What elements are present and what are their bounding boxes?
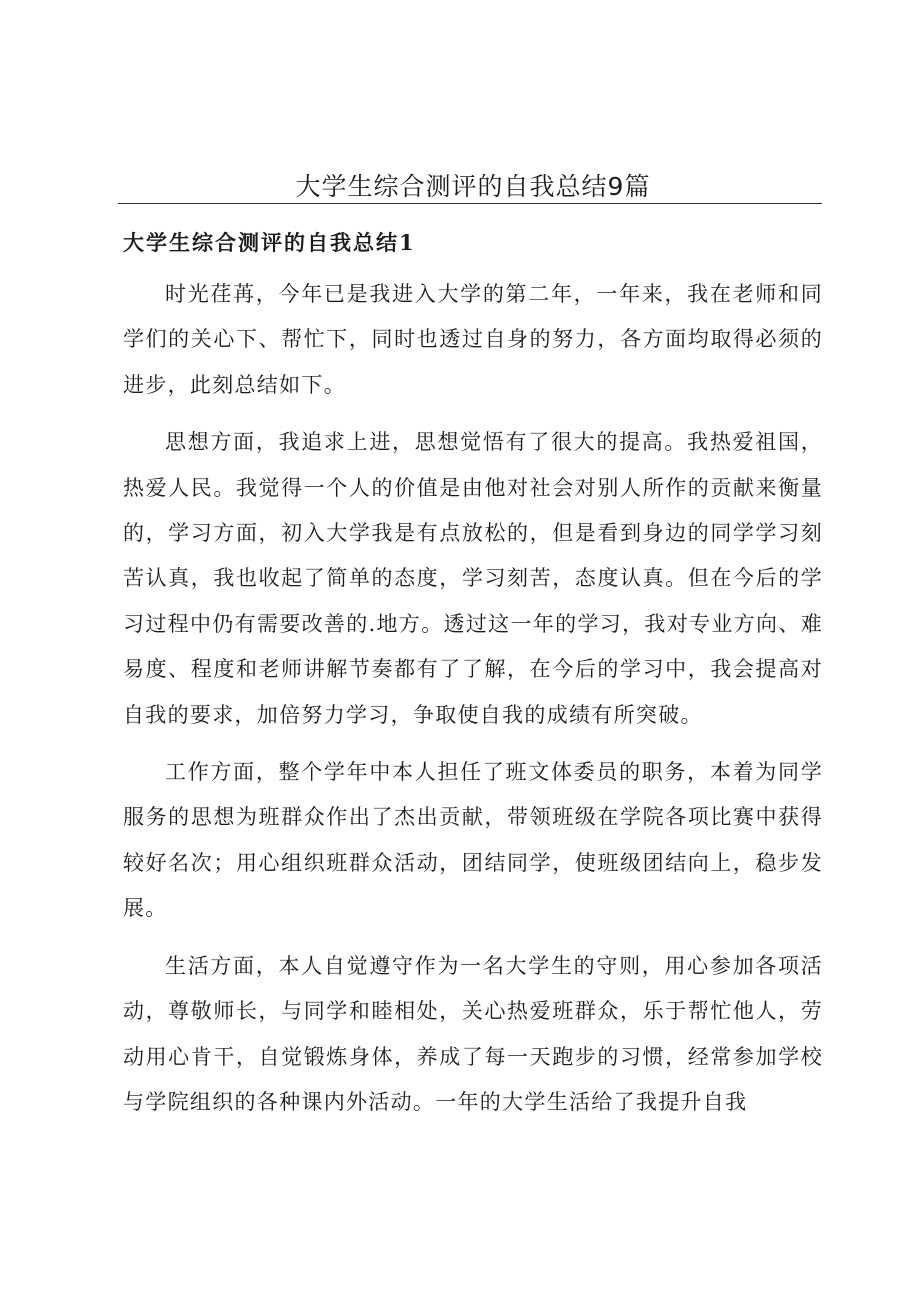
title-underline bbox=[118, 203, 822, 204]
section-heading: 大学生综合测评的自我总结1 bbox=[123, 230, 416, 255]
paragraph-intro: 时光荏苒，今年已是我进入大学的第二年，一年来，我在老师和同学们的关心下、帮忙下，同时也透过自身的努力，各方面均取得必须的进步，此刻总结如下。 bbox=[123, 282, 823, 397]
document-title: 大学生综合测评的自我总结9篇 bbox=[295, 172, 651, 201]
paragraph-life: 生活方面，本人自觉遵守作为一名大学生的守则，用心参加各项活动，尊敬师长，与同学和睦相处，关心热爱班群众，乐于帮忙他人，劳动用心肯干，自觉锻炼身体，养成了每一天跑步的习惯，经常参加学校与学院组织的各种课内外活动。一年的大学生活给了我提升自我 bbox=[123, 953, 823, 1114]
paragraph-thought: 思想方面，我追求上进，思想觉悟有了很大的提高。我热爱祖国，热爱人民。我觉得一个人的价值是由他对社会对别人所作的贡献来衡量的，学习方面，初入大学我是有点放松的，但是看到身边的同学学习刻苦认真，我也收起了简单的态度，学习刻苦，态度认真。但在今后的学习过程中仍有需要改善的.地方。透过这一年的学习，我对专业方向、难易度、程度和老师讲解节奏都有了了解，在今后的学习中，我会提高对自我的要求，加倍努力学习，争取使自我的成绩有所突破。 bbox=[123, 430, 823, 727]
paragraph-work: 工作方面，整个学年中本人担任了班文体委员的职务，本着为同学服务的思想为班群众作出了杰出贡献，带领班级在学院各项比赛中获得较好名次；用心组织班群众活动，团结同学，使班级团结向上，稳步发展。 bbox=[123, 760, 823, 921]
document-body bbox=[123, 272, 823, 1137]
